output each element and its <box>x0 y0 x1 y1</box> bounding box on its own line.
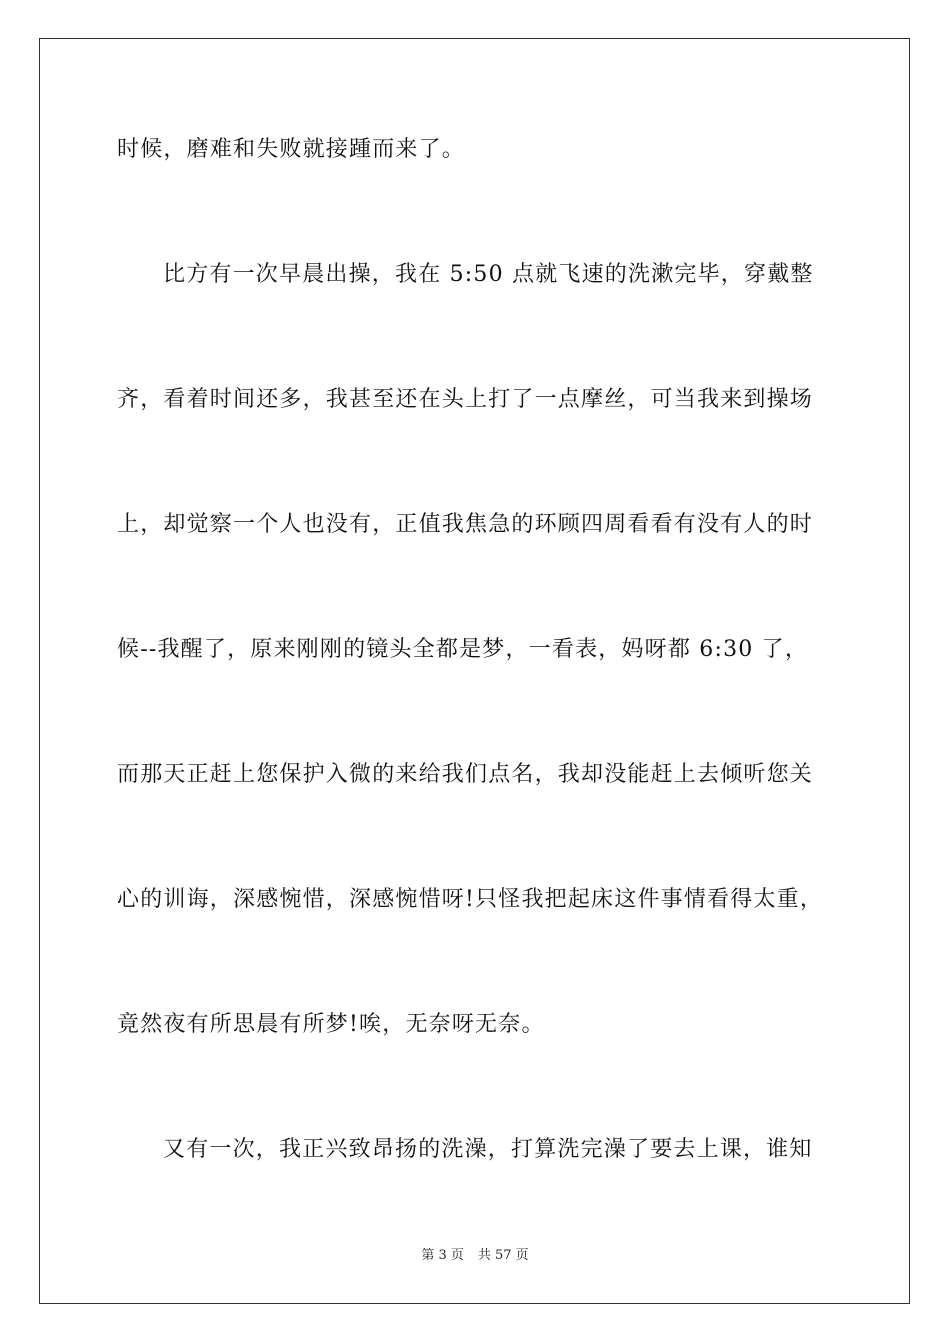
page-total: 共 57 页 <box>477 1248 529 1263</box>
page-number: 第 3 页 <box>421 1248 464 1263</box>
text-line-3: 齐，看着时间还多，我甚至还在头上打了一点摩丝，可当我来到操场 <box>117 387 814 412</box>
text-line-9: 又有一次，我正兴致昂扬的洗澡，打算洗完澡了要去上课，谁知 <box>163 1137 813 1162</box>
text-line-4: 上，却觉察一个人也没有，正值我焦急的环顾四周看看有没有人的时 <box>117 512 814 537</box>
text-line-7: 心的训诲，深感惋惜，深感惋惜呀!只怪我把起床这件事情看得太重， <box>117 887 824 912</box>
text-line-8: 竟然夜有所思晨有所梦!唉，无奈呀无奈。 <box>117 1012 545 1037</box>
text-line-2: 比方有一次早晨出操，我在 5:50 点就飞速的洗漱完毕，穿戴整 <box>163 262 814 287</box>
page-border <box>39 38 910 1304</box>
text-line-6: 而那天正赶上您保护入微的来给我们点名，我却没能赶上去倾听您关 <box>117 762 814 787</box>
text-line-5: 候--我醒了，原来刚刚的镜头全都是梦，一看表，妈呀都 6:30 了， <box>117 637 809 662</box>
page-footer <box>0 1247 950 1265</box>
text-line-1: 时候，磨难和失败就接踵而来了。 <box>117 137 466 162</box>
